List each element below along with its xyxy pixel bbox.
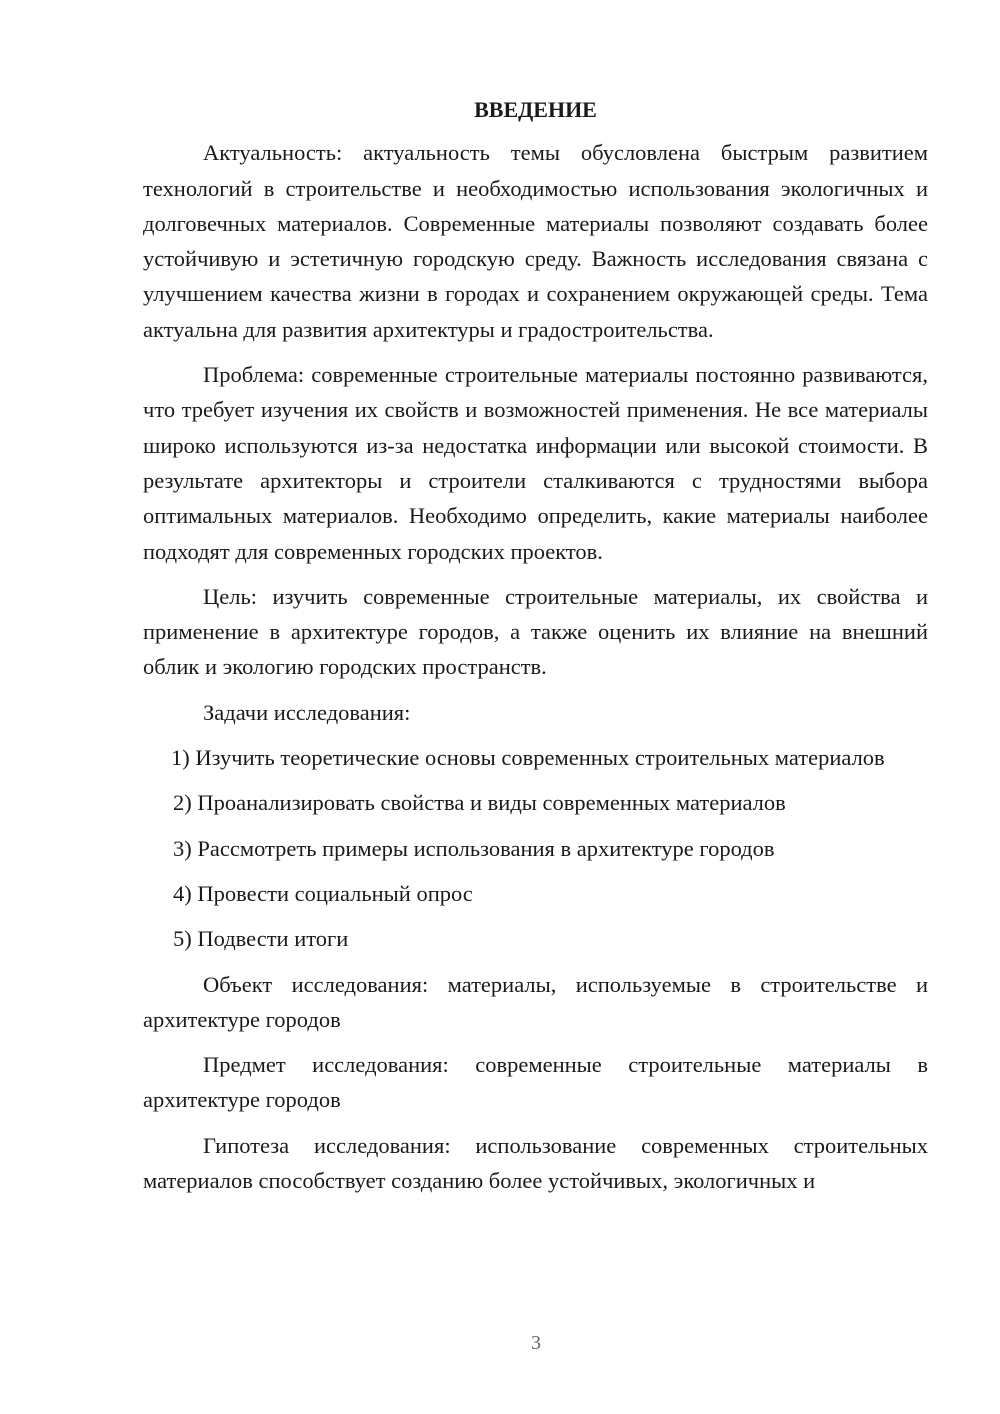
page-number: 3 — [531, 1332, 541, 1354]
goal-paragraph: Цель: изучить современные строительные материалы, их свойства и применение в архитектуре городов, а также оценить их влияние на внешний облик и экологию городских пространств. — [143, 583, 928, 680]
task-item-5: 5) Подвести итоги — [173, 926, 349, 952]
hypothesis-paragraph: Гипотеза исследования: использование современных строительных материалов способствует созданию более устойчивых, экологичных и — [143, 1132, 928, 1194]
subject-paragraph: Предмет исследования: современные строительные материалы в архитектуре городов — [143, 1052, 928, 1113]
task-item-1: 1) Изучить теоретические основы современных строительных материалов — [171, 745, 885, 771]
tasks-heading: Задачи исследования: — [203, 699, 411, 725]
task-item-2: 2) Проанализировать свойства и виды современных материалов — [173, 790, 786, 816]
task-item-4: 4) Провести социальный опрос — [173, 880, 473, 906]
page-body — [143, 92, 928, 1208]
relevance-paragraph: Актуальность: актуальность темы обусловлена быстрым развитием технологий в строительстве и необходимостью использования экологичных и долговечных материалов. Современные материалы позволяют создавать более устойчивую и эстетичную городскую среду. Важность исследования связана с улучшением качества жизни в городах и сохранением окружающей среды. Тема актуальна для развития архитектуры и градостроительства. — [143, 140, 928, 342]
task-item-3: 3) Рассмотреть примеры использования в архитектуре городов — [173, 835, 775, 861]
section-title: ВВЕДЕНИЕ — [474, 97, 597, 122]
object-paragraph: Объект исследования: материалы, используемые в строительстве и архитектуре городов — [143, 971, 928, 1032]
problem-paragraph: Проблема: современные строительные материалы постоянно развиваются, что требует изучения их свойств и возможностей применения. Не все материалы широко используются из-за недостатка информации или высокой стоимости. В результате архитекторы и строители сталкиваются с трудностями выбора оптимальных материалов. Необходимо определить, какие материалы наиболее подходят для современных городских проектов. — [143, 362, 928, 564]
